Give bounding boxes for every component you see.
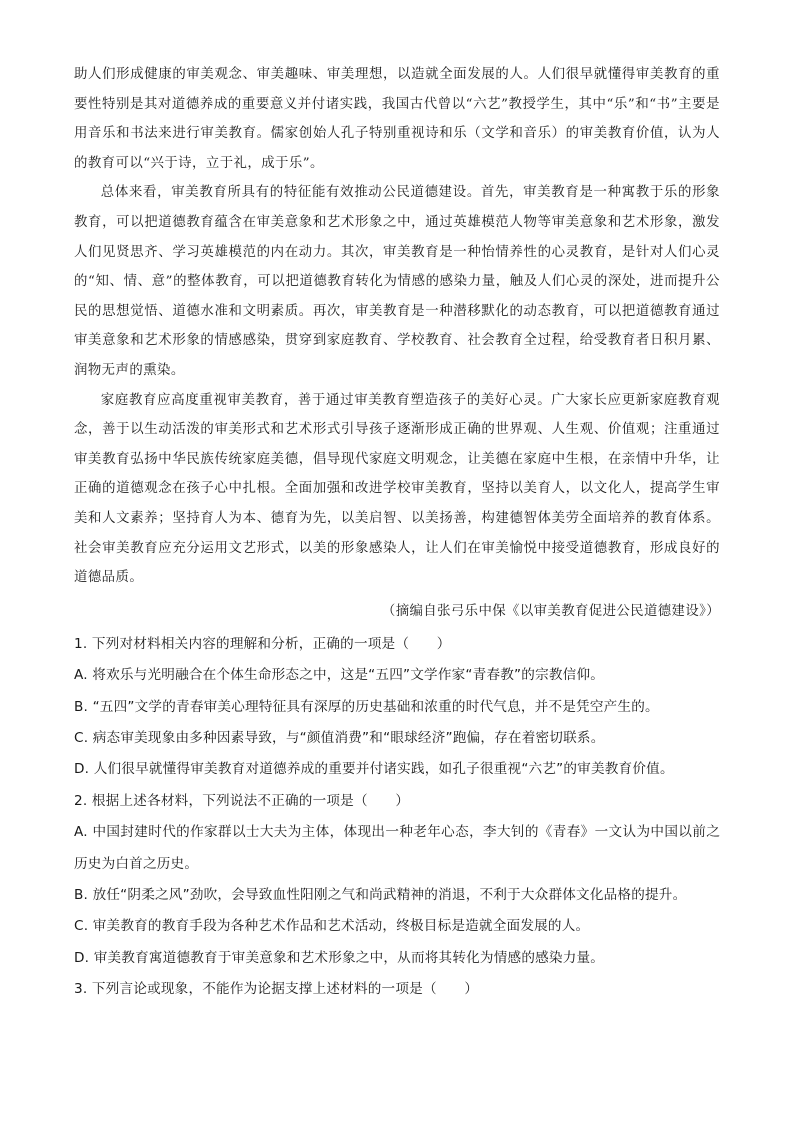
question-2-option-a: A. 中国封建时代的作家群以士大夫为主体，体现出一种老年心态，李大钊的《青春》一文认为中国以前之历史为白首之历史。 — [74, 824, 720, 872]
question-1-option-a: A. 将欢乐与光明融合在个体生命形态之中，这是“五四”文学作家“青春教”的宗教信仰。 — [74, 667, 605, 684]
question-1-option-c: C. 病态审美现象由多种因素导致，与“颜值消费”和“眼球经济”跑偏，存在着密切联系。 — [74, 729, 605, 746]
question-2-option-b: B. 放任“阴柔之风”劲吹，会导致血性阳刚之气和尚武精神的消退，不利于大众群体文化品格的提升。 — [74, 886, 687, 903]
question-1 — [74, 629, 720, 786]
document-page — [74, 60, 720, 1006]
question-3-stem: 3. 下列言论或现象，不能作为论据支撑上述材料的一项是（ ） — [74, 981, 479, 998]
question-2-option-d: D. 审美教育寓道德教育于审美意象和艺术形象之中，从而将其转化为情感的感染力量。 — [74, 949, 605, 966]
question-3 — [74, 974, 720, 1005]
question-1-option-d: D. 人们很早就懂得审美教育对道德养成的重要并付诸实践，如孔子很重视“六艺”的审美教育价值。 — [74, 761, 674, 778]
passage-paragraph-3: 家庭教育应高度重视审美教育，善于通过审美教育塑造孩子的美好心灵。广大家长应更新家庭教育观念，善于以生动活泼的审美形式和艺术形式引导孩子逐渐形成正确的世界观、人生观、价值观；注重通过审美教育弘扬中华民族传统家庭美德，倡导现代家庭文明观念，让美德在家庭中生根，在亲情中升华，让正确的道德观念在孩子心中扎根。全面加强和改进学校审美教育，坚持以美育人，以文化人，提高学生审美和人文素养；坚持育人为本、德育为先，以美启智、以美扬善，构建德智体美劳全面培养的教育体系。社会审美教育应充分运用文艺形式，以美的形象感染人，让人们在审美愉悦中接受道德教育，形成良好的道德品质。 — [74, 392, 720, 586]
passage-paragraph-1: 助人们形成健康的审美观念、审美趣味、审美理想，以造就全面发展的人。人们很早就懂得审美教育的重要性特别是其对道德养成的重要意义并付诸实践，我国古代曾以“六艺”教授学生，其中“乐”和“书”主要是用音乐和书法来进行审美教育。儒家创始人孔子特别重视诗和乐（文学和音乐）的审美教育价值，认为人的教育可以“兴于诗，立于礼，成于乐”。 — [74, 67, 720, 171]
question-1-option-b: B. “五四”文学的青春审美心理特征具有深厚的历史基础和浓重的时代气息，并不是凭空产生的。 — [74, 698, 659, 715]
question-2-stem: 2. 根据上述各材料，下列说法不正确的一项是（ ） — [74, 792, 410, 809]
question-2-option-c: C. 审美教育的教育手段为各种艺术作品和艺术活动，终极目标是造就全面发展的人。 — [74, 918, 590, 935]
question-2 — [74, 786, 720, 974]
passage-source: （摘编自张弓乐中保《以审美教育促进公民道德建设》） — [381, 603, 720, 619]
passage-paragraph-2: 总体来看，审美教育所具有的特征能有效推动公民道德建设。首先，审美教育是一种寓教于乐的形象教育，可以把道德教育蕴含在审美意象和艺术形象之中，通过英雄模范人物等审美意象和艺术形象，激发人们见贤思齐、学习英雄模范的内在动力。其次，审美教育是一种怡情养性的心灵教育，是针对人们心灵的“知、情、意”的整体教育，可以把道德教育转化为情感的感染力量，触及人们心灵的深处，进而提升公民的思想觉悟、道德水准和文明素质。再次，审美教育是一种潜移默化的动态教育，可以把道德教育通过审美意象和艺术形象的情感感染，贯穿到家庭教育、学校教育、社会教育全过程，给受教育者日积月累、润物无声的熏染。 — [74, 185, 720, 378]
question-1-stem: 1. 下列对材料相关内容的理解和分析，正确的一项是（ ） — [74, 635, 451, 652]
reading-passage — [74, 60, 720, 593]
